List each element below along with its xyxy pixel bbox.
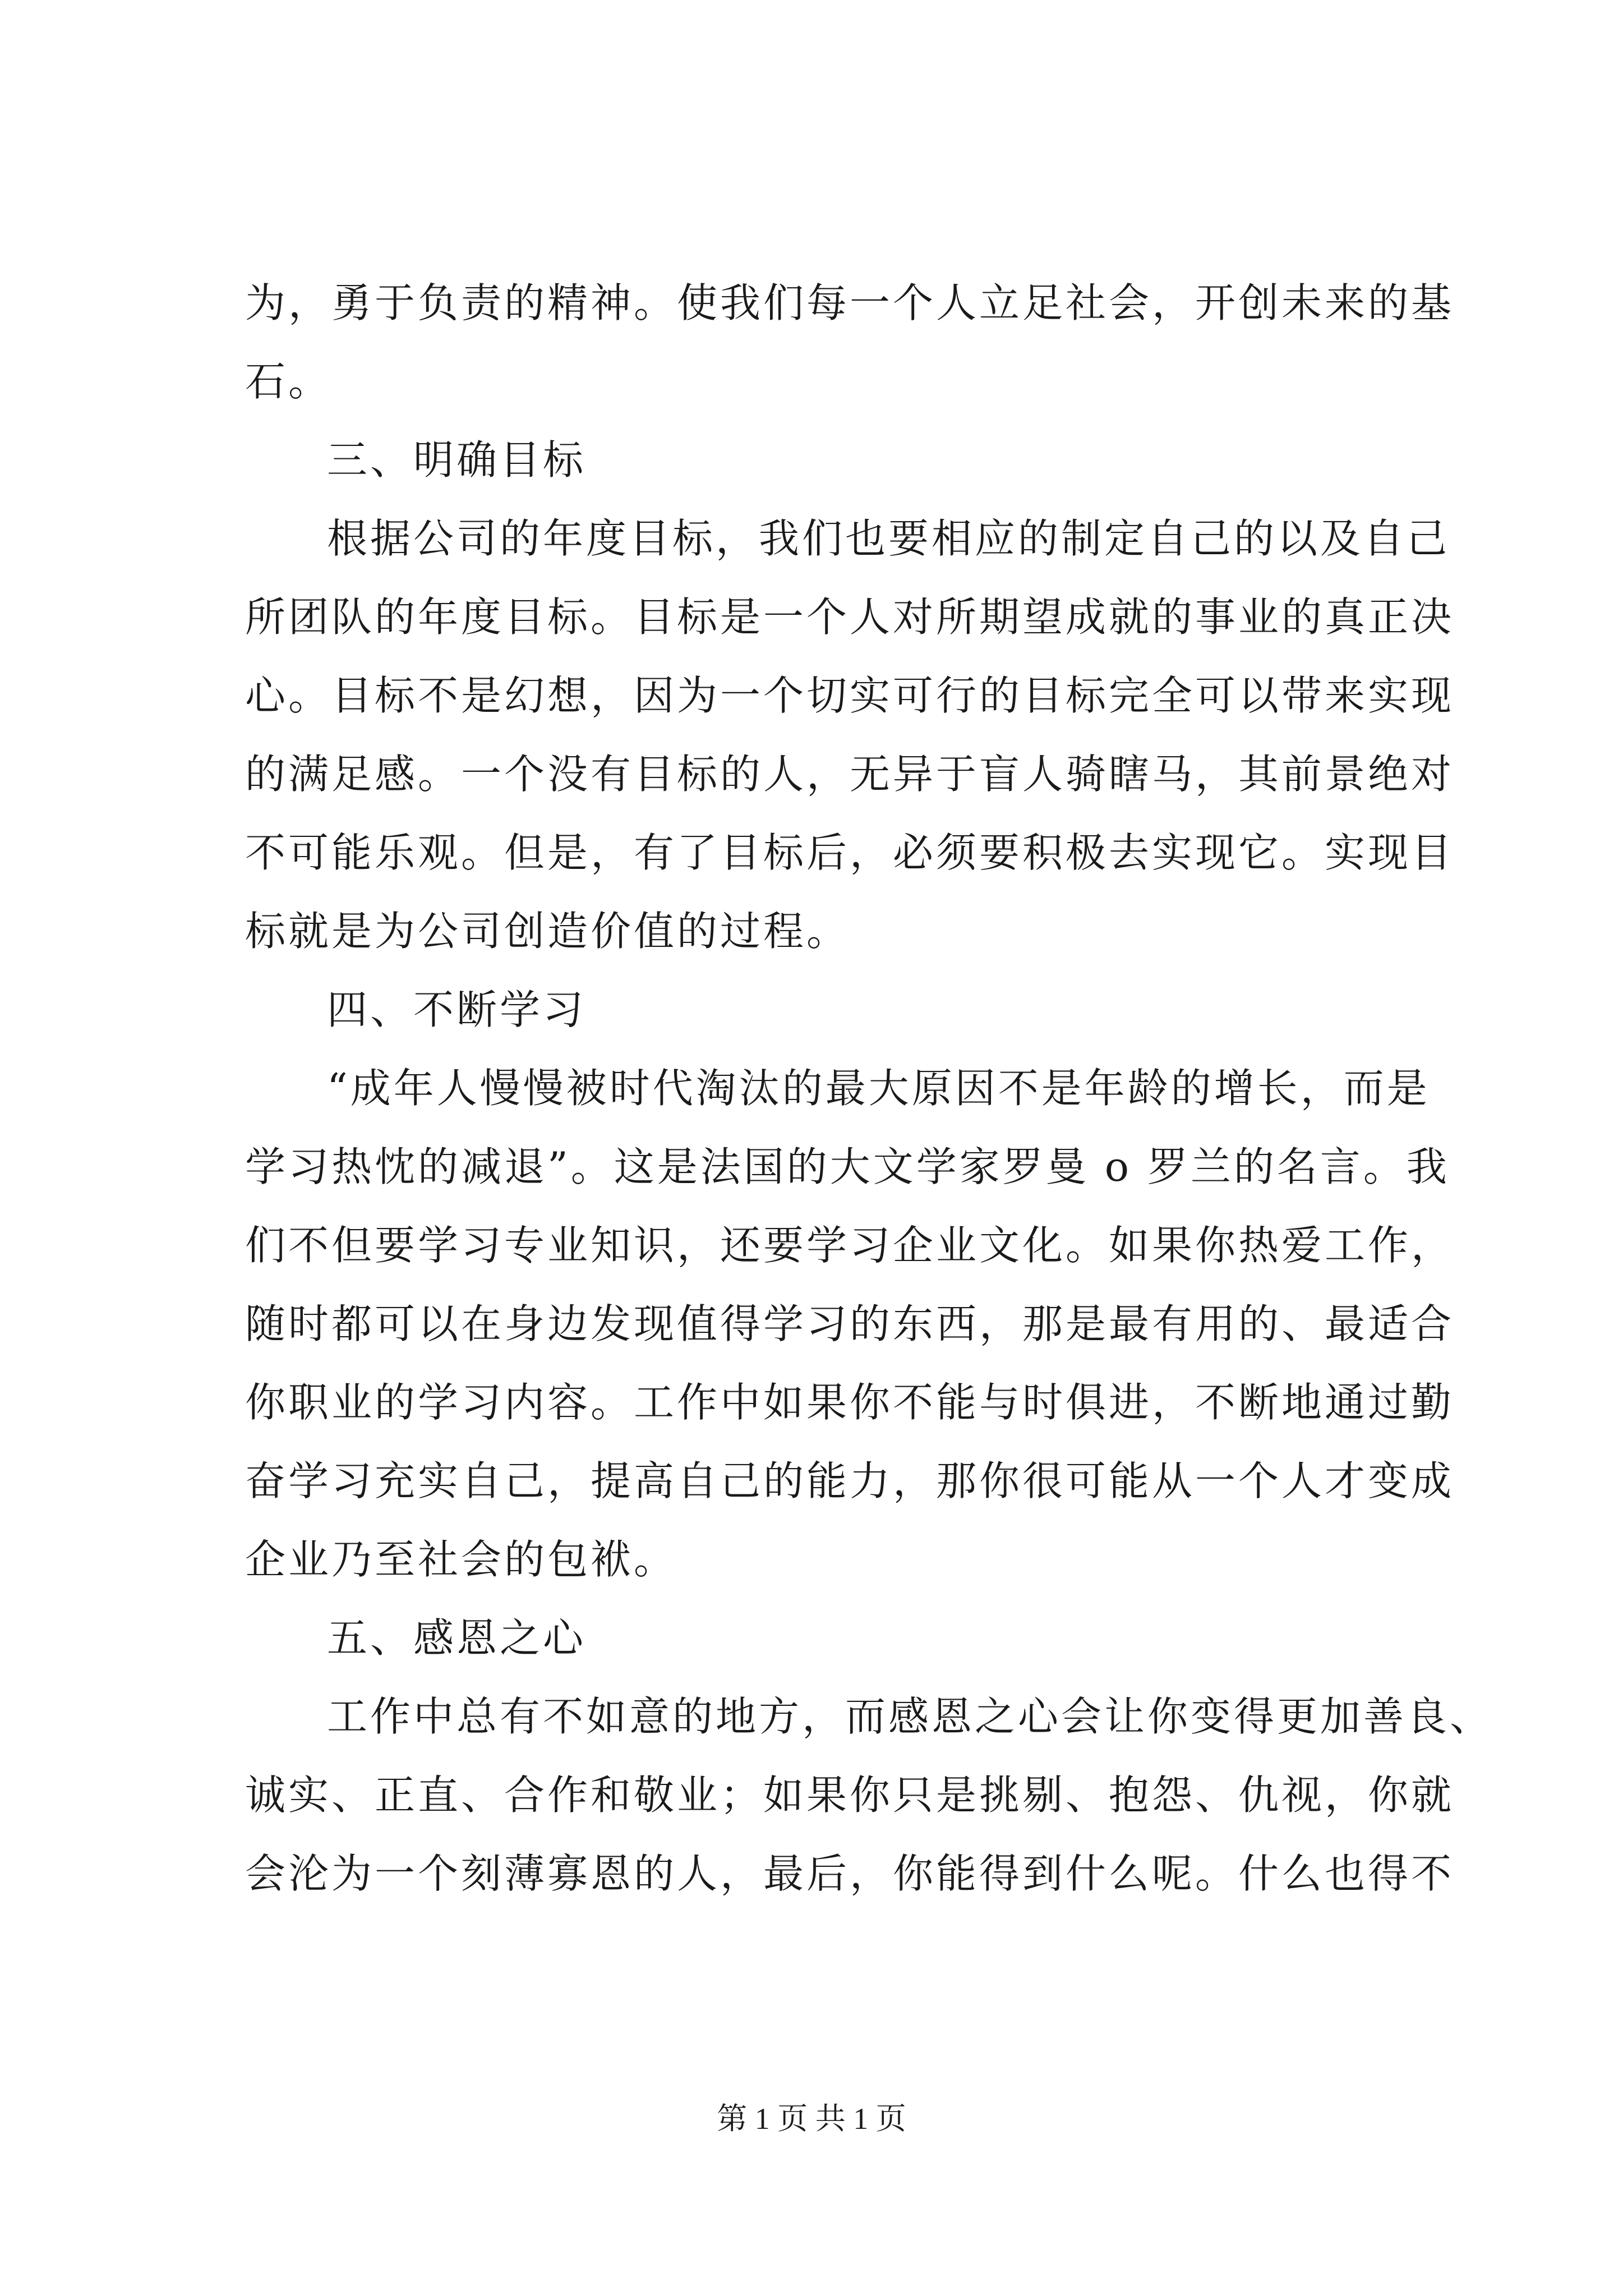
body-line: 所团队的年度目标。目标是一个人对所期望成就的事业的真正决	[245, 593, 1455, 641]
body-line: 诚实、正直、合作和敬业；如果你只是挑剔、抱怨、仇视，你就	[245, 1772, 1455, 1819]
body-line: 心。目标不是幻想，因为一个切实可行的目标完全可以带来实现	[245, 672, 1455, 719]
body-line: 企业乃至社会的包袱。	[245, 1536, 677, 1583]
body-line: 工作中总有不如意的地方，而感恩之心会让你变得更加善良、	[327, 1693, 1493, 1740]
body-line: 为，勇于负责的精神。使我们每一个人立足社会，开创未来的基	[245, 279, 1455, 326]
section-heading: 三、明确目标	[327, 436, 587, 484]
body-line: 标就是为公司创造价值的过程。	[245, 908, 850, 955]
body-line: 学习热忱的减退”。这是法国的大文学家罗曼 o 罗兰的名言。我	[245, 1143, 1450, 1190]
body-line: 奋学习充实自己，提高自己的能力，那你很可能从一个人才变成	[245, 1457, 1455, 1504]
body-line: 会沦为一个刻薄寡恩的人，最后，你能得到什么呢。什么也得不	[245, 1850, 1455, 1897]
document-body	[245, 264, 1493, 1913]
body-line: 们不但要学习专业知识，还要学习企业文化。如果你热爱工作，	[245, 1222, 1455, 1269]
page-footer: 第 1 页 共 1 页	[717, 2102, 906, 2136]
body-line: 不可能乐观。但是，有了目标后，必须要积极去实现它。实现目	[245, 829, 1455, 876]
body-line: 石。	[245, 358, 332, 405]
body-line: “成年人慢慢被时代淘汰的最大原因不是年龄的增长，而是	[327, 1065, 1430, 1112]
body-line: 的满足感。一个没有目标的人，无异于盲人骑瞎马，其前景绝对	[245, 751, 1455, 798]
body-line: 随时都可以在身边发现值得学习的东西，那是最有用的、最适合	[245, 1300, 1455, 1347]
section-heading: 五、感恩之心	[327, 1614, 587, 1662]
body-line: 你职业的学习内容。工作中如果你不能与时俱进，不断地通过勤	[245, 1379, 1455, 1426]
section-heading: 四、不断学习	[327, 986, 587, 1033]
body-line: 根据公司的年度目标，我们也要相应的制定自己的以及自己	[327, 515, 1450, 562]
